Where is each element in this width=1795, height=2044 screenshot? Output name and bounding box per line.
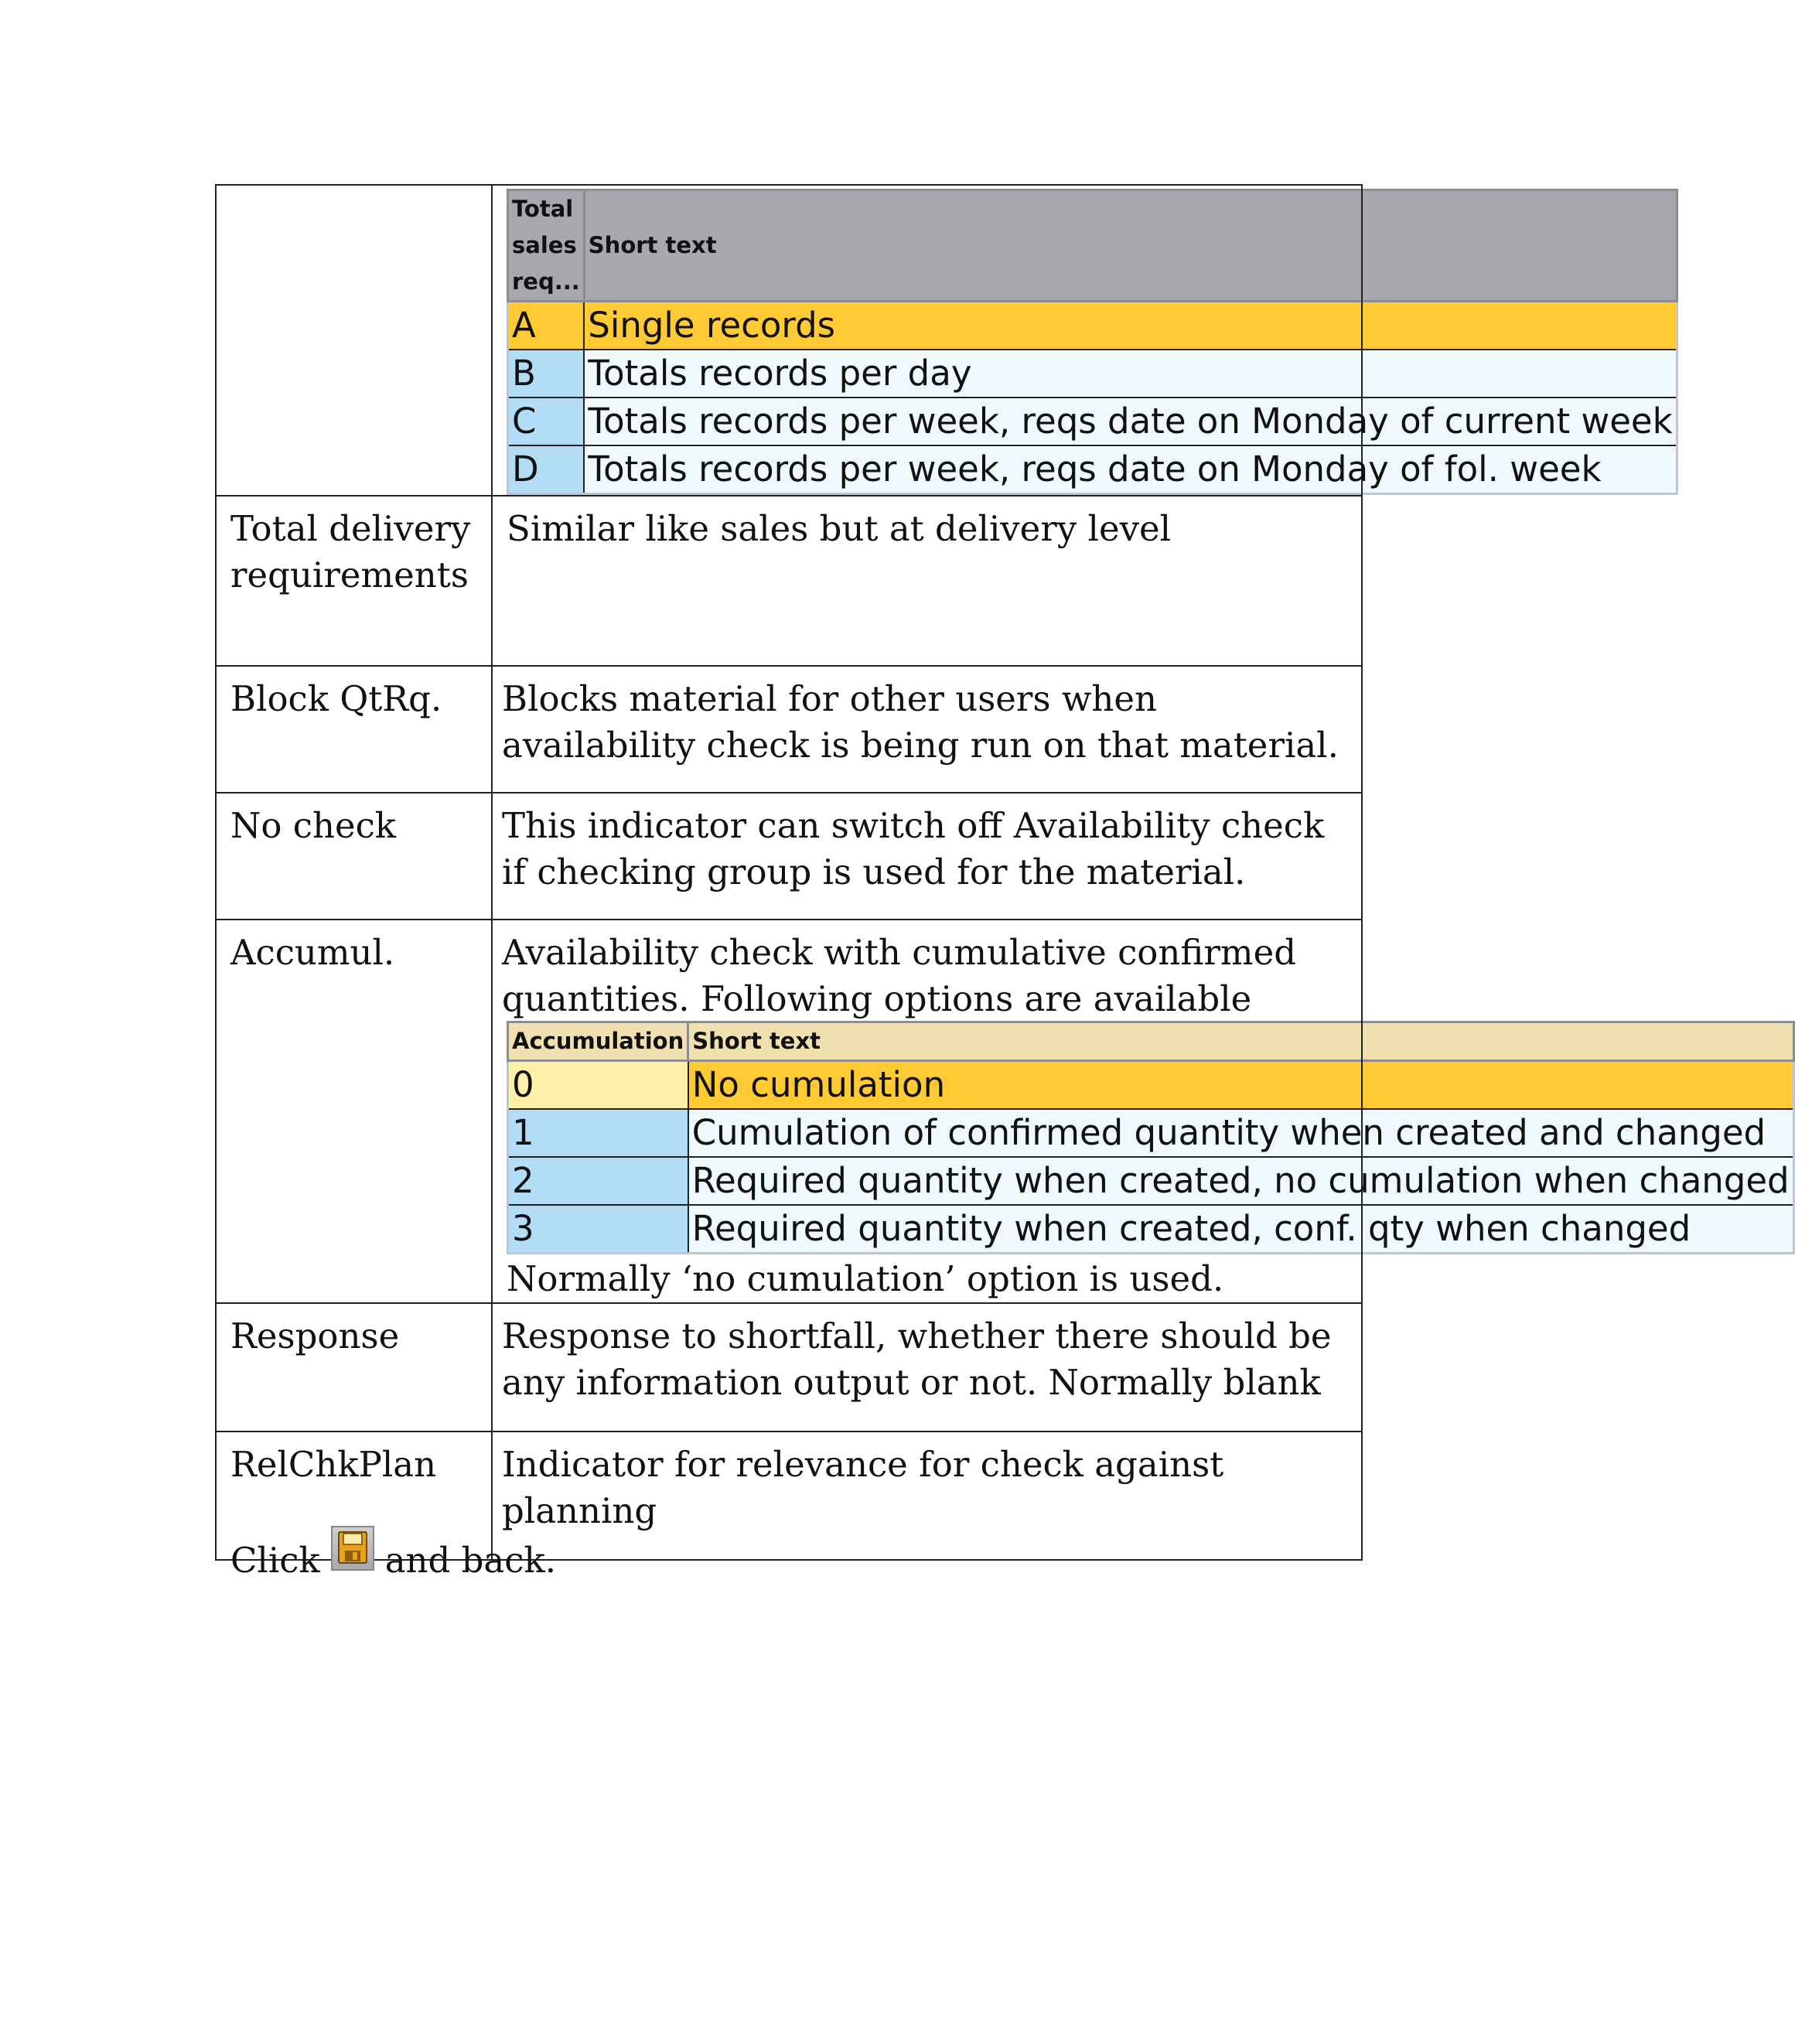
- option-text: Required quantity when created, conf. qty when changed: [688, 1205, 1793, 1254]
- desc-cell: Response to shortfall, whether there should be any information output or not. Normally blank: [492, 1303, 1362, 1431]
- desc-text: Availability check with cumulative confirmed quantities. Following options are available: [502, 932, 1297, 1019]
- option-text: No cumulation: [688, 1061, 1793, 1110]
- option-key: 3: [508, 1205, 688, 1254]
- column-header[interactable]: Short text: [584, 190, 1677, 302]
- instruction-text-before: Click: [230, 1540, 320, 1581]
- desc-cell: Indicator for relevance for check against planning: [492, 1431, 1362, 1560]
- term-cell: [216, 185, 492, 496]
- option-key: D: [508, 445, 585, 494]
- table-row: [216, 920, 1362, 1303]
- column-header[interactable]: Short text: [688, 1022, 1793, 1061]
- option-key: A: [508, 302, 585, 350]
- accumulation-value-list: [507, 1021, 1795, 1254]
- save-button[interactable]: [331, 1526, 374, 1571]
- column-header[interactable]: Accumulation: [508, 1022, 688, 1061]
- table-row: [216, 496, 1362, 666]
- desc-cell: [492, 920, 1790, 1303]
- list-row[interactable]: [508, 350, 1677, 398]
- save-icon: [333, 1527, 373, 1569]
- term-cell: RelChkPlan: [216, 1431, 492, 1560]
- instruction-line: [230, 1537, 556, 1584]
- desc-cell: Similar like sales but at delivery level: [492, 496, 1362, 666]
- field-description-table: [215, 184, 1790, 1561]
- desc-cell: [492, 185, 1673, 496]
- term-cell: No check: [216, 793, 492, 920]
- column-header[interactable]: Total sales req...: [508, 190, 585, 302]
- option-key: 2: [508, 1157, 688, 1205]
- term-cell: Total delivery requirements: [216, 496, 492, 666]
- desc-note: Normally ‘no cumulation’ option is used.: [507, 1258, 1224, 1299]
- list-row[interactable]: [508, 1205, 1794, 1254]
- option-text: Totals records per day: [584, 350, 1677, 398]
- total-sales-req-value-list: [507, 189, 1678, 495]
- desc-cell: This indicator can switch off Availability check if checking group is used for the material.: [492, 793, 1362, 920]
- option-text: Totals records per week, reqs date on Monday of current week: [584, 398, 1677, 445]
- table-row: [216, 185, 1362, 496]
- instruction-text-after: and back.: [384, 1540, 557, 1581]
- list-row[interactable]: [508, 1109, 1794, 1157]
- term-cell: Block QtRq.: [216, 666, 492, 793]
- term-cell: Response: [216, 1303, 492, 1431]
- grid-header-row: [508, 190, 1677, 302]
- option-key: 1: [508, 1109, 688, 1157]
- option-text: Required quantity when created, no cumulation when changed: [688, 1157, 1793, 1205]
- term-cell: Accumul.: [216, 920, 492, 1303]
- option-text: Totals records per week, reqs date on Monday of fol. week: [584, 445, 1677, 494]
- list-row[interactable]: [508, 302, 1677, 350]
- table-row: [216, 1303, 1362, 1431]
- list-row[interactable]: [508, 1157, 1794, 1205]
- option-text: Cumulation of confirmed quantity when created and changed: [688, 1109, 1793, 1157]
- option-key: B: [508, 350, 585, 398]
- list-row[interactable]: [508, 445, 1677, 494]
- option-key: C: [508, 398, 585, 445]
- list-row[interactable]: [508, 1061, 1794, 1110]
- desc-cell: Blocks material for other users when availability check is being run on that material.: [492, 666, 1362, 793]
- grid-header-row: [508, 1022, 1794, 1061]
- option-text: Single records: [584, 302, 1677, 350]
- list-row[interactable]: [508, 398, 1677, 445]
- table-row: [216, 666, 1362, 793]
- option-key: 0: [508, 1061, 688, 1110]
- table-row: [216, 793, 1362, 920]
